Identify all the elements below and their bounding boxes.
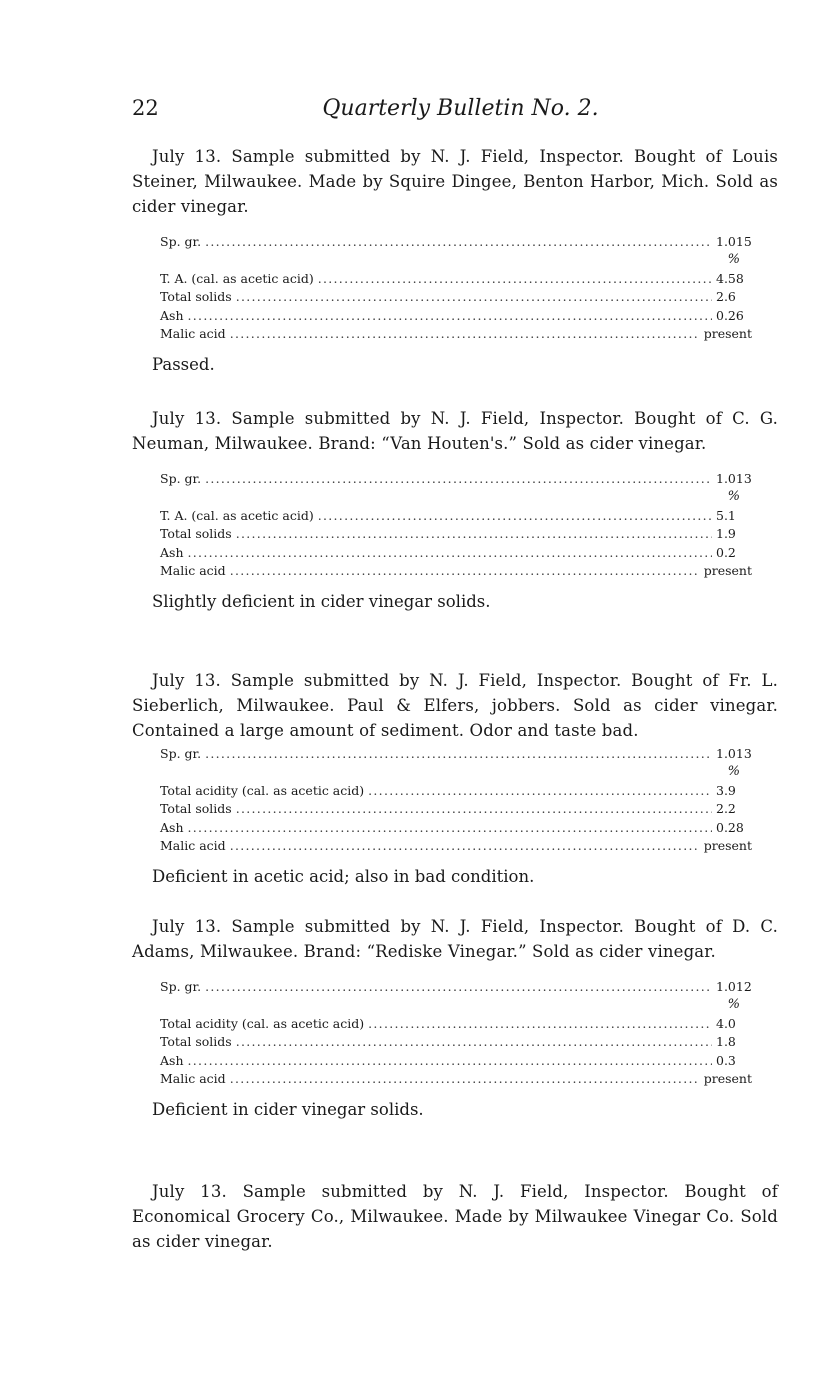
table-row: Total acidity (cal. as acetic acid) ..... 3.9 bbox=[160, 782, 752, 801]
page-number: 22 bbox=[132, 96, 159, 120]
table-row: Ash ..... 0.2 bbox=[160, 544, 752, 563]
table-row: Ash ..... 0.3 bbox=[160, 1052, 752, 1071]
table-row-sp-gr: Sp. gr. ..... 1.013 bbox=[160, 470, 752, 489]
table-row: Malic acid ..... present bbox=[160, 1070, 752, 1089]
analysis-table bbox=[160, 745, 752, 856]
table-row: Ash ..... 0.28 bbox=[160, 819, 752, 838]
sample-entry-4 bbox=[132, 914, 778, 1122]
table-row: Total solids ..... 1.8 bbox=[160, 1033, 752, 1052]
running-title: Quarterly Bulletin No. 2. bbox=[322, 96, 599, 121]
table-row: Total solids ..... 2.2 bbox=[160, 800, 752, 819]
page-header bbox=[132, 96, 779, 126]
table-row: Malic acid ..... present bbox=[160, 562, 752, 581]
entry-verdict: Deficient in acetic acid; also in bad condition. bbox=[152, 866, 535, 886]
analysis-table bbox=[160, 233, 752, 344]
entry-description: July 13. Sample submitted by N. J. Field, Inspector. Bought of Economical Grocery Co., Milwaukee. Made by Milwaukee Vinegar Co. Sold as cider vinegar. bbox=[132, 1182, 778, 1251]
analysis-table bbox=[160, 470, 752, 581]
percent-unit: % bbox=[727, 488, 740, 504]
table-row-sp-gr: Sp. gr. ..... 1.015 bbox=[160, 233, 752, 252]
percent-unit: % bbox=[727, 251, 740, 267]
analysis-table bbox=[160, 978, 752, 1089]
table-row: T. A. (cal. as acetic acid) ..... 4.58 bbox=[160, 270, 752, 289]
percent-unit: % bbox=[727, 763, 740, 779]
sample-entry-3 bbox=[132, 668, 778, 889]
sample-entry-5 bbox=[132, 1179, 778, 1254]
table-row: Total acidity (cal. as acetic acid) ..... 4.0 bbox=[160, 1015, 752, 1034]
sample-entry-1 bbox=[132, 144, 778, 377]
table-row-sp-gr: Sp. gr. ..... 1.012 bbox=[160, 978, 752, 997]
table-row-sp-gr: Sp. gr. ..... 1.013 bbox=[160, 745, 752, 764]
table-row: Ash ..... 0.26 bbox=[160, 307, 752, 326]
table-row: Malic acid ..... present bbox=[160, 325, 752, 344]
sample-entry-2 bbox=[132, 406, 778, 614]
entry-verdict: Deficient in cider vinegar solids. bbox=[152, 1099, 424, 1119]
table-row: Total solids ..... 2.6 bbox=[160, 288, 752, 307]
entry-verdict: Passed. bbox=[152, 354, 215, 374]
table-row: Malic acid ..... present bbox=[160, 837, 752, 856]
entry-description: July 13. Sample submitted by N. J. Field, Inspector. Bought of C. G. Neuman, Milwaukee. Brand: “Van Houten's.” Sold as cider vinegar. bbox=[132, 409, 778, 453]
entry-description: July 13. Sample submitted by N. J. Field, Inspector. Bought of Louis Steiner, Milwaukee. Made by Squire Dingee, Benton Harbor, Mich. Sold as cider vinegar. bbox=[132, 147, 778, 216]
entry-description: July 13. Sample submitted by N. J. Field, Inspector. Bought of Fr. L. Sieberlich, Milwaukee. Paul & Elfers, jobbers. Sold as cider vinegar. Contained a large amount of sediment. Odor and taste bad. bbox=[132, 671, 778, 740]
entry-verdict: Slightly deficient in cider vinegar solids. bbox=[152, 591, 491, 611]
table-row: T. A. (cal. as acetic acid) ..... 5.1 bbox=[160, 507, 752, 526]
entry-description: July 13. Sample submitted by N. J. Field, Inspector. Bought of D. C. Adams, Milwaukee. Brand: “Rediske Vinegar.” Sold as cider vinegar. bbox=[132, 917, 778, 961]
table-row: Total solids ..... 1.9 bbox=[160, 525, 752, 544]
percent-unit: % bbox=[727, 996, 740, 1012]
